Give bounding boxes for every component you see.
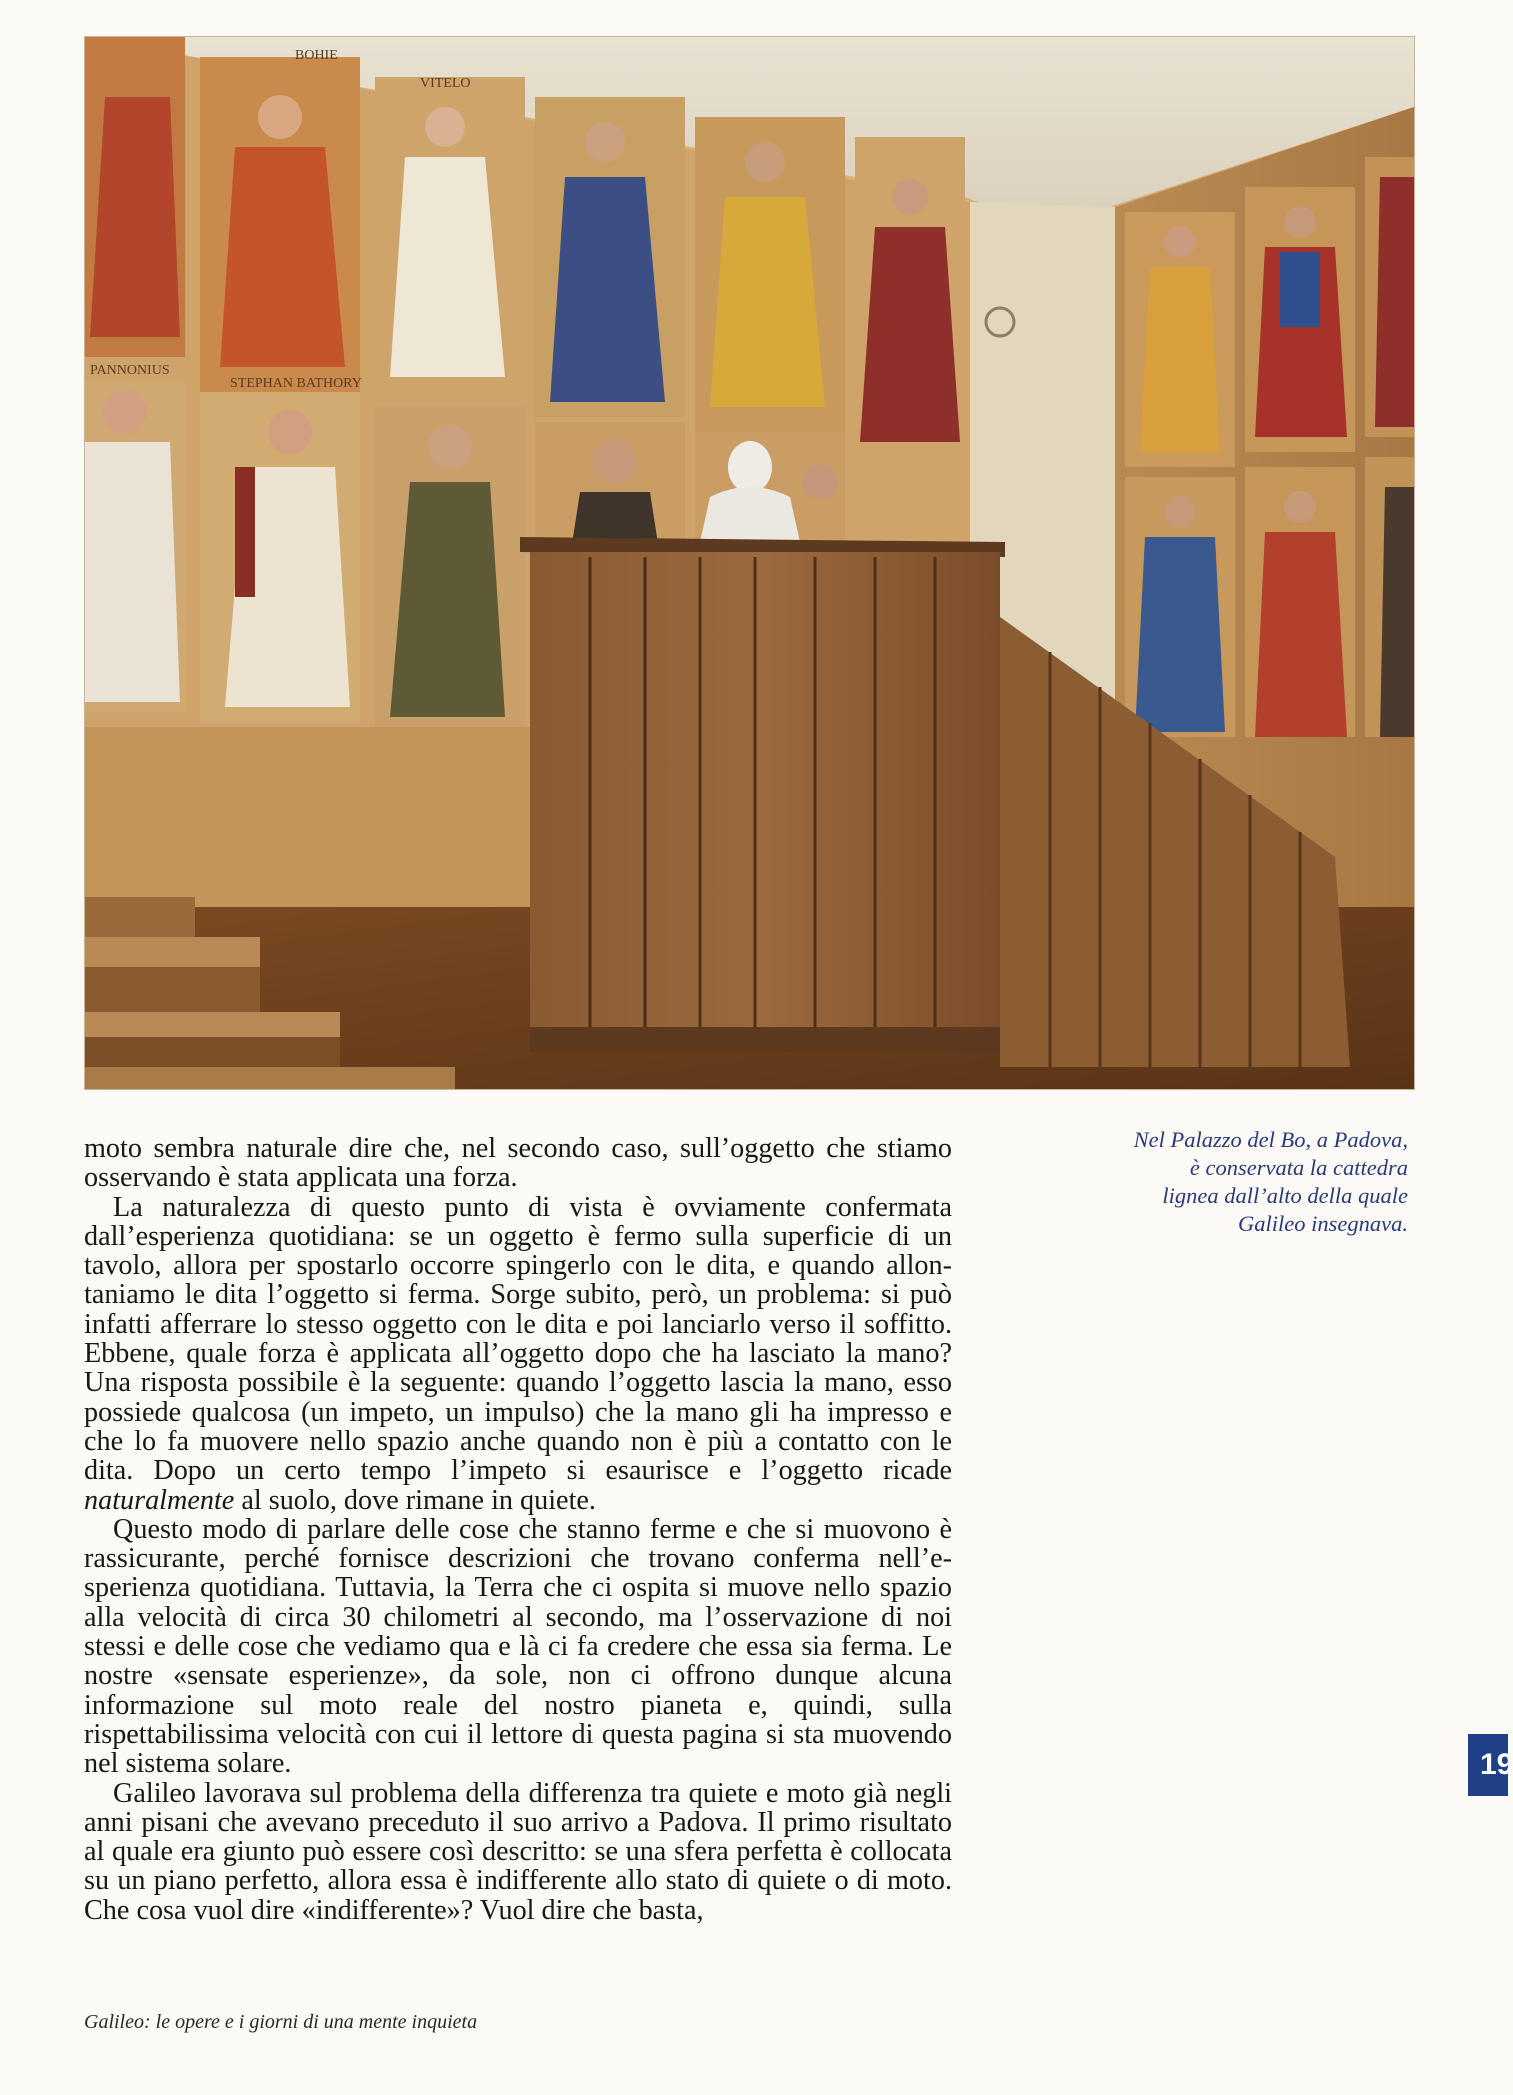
paragraph: Questo modo di parlare delle cose che stanno ferme e che si muovono è rassicurante, perché fornisce descrizioni che trovano conferma nell’esperienza quotidiana. Tuttavia, la Terra che ci ospita si muove nello spazio alla velocità di circa 30 chilometri al secondo, ma l’osservazione di noi stessi e delle cose che vediamo qua e là ci fa credere che essa sia ferma. Le nostre «sensate esperienze», da sole, non ci offrono dunque alcuna informazione sul moto reale del nostro pianeta e, quindi, sulla rispettabilissima velocità con cui il lettore di questa pagina si sta muovendo nel sistema solare. (84, 1513, 952, 1780)
paragraph-text: La naturalezza di questo punto di vista è ovviamente confermata dall’esperienza quotidiana: se un oggetto è fermo sulla superficie di un tavolo, allora per spostarlo occorre spingerlo con le dita, e quando allontaniamo le dita l’oggetto si ferma. Sorge subito, però, un problema: si può infatti afferrare lo stesso oggetto con le dita e poi lanciarlo verso il soffitto. Ebbene, quale forza è applicata all’oggetto dopo che ha lasciato la mano? Una risposta possibile è la seguente: quando l’oggetto lascia la mano, esso possiede qualcosa (un impeto, un impulso) che la mano gli ha impresso e che lo fa muovere nello spazio anche quando non è più a contatto con le dita. Dopo un certo tempo l’impeto si esaurisce e l’oggetto ricade (84, 1191, 952, 1487)
fresco-label: PANNONIUS (90, 363, 170, 378)
photo-caption (1070, 1126, 1408, 1238)
page-number-tab: 19 (1468, 1734, 1508, 1796)
caption-line: Galileo insegnava. (1238, 1211, 1408, 1236)
caption-line: lignea dall’alto della quale (1162, 1183, 1408, 1208)
fresco-label: STEPHAN BATHORY (230, 376, 362, 391)
body-text (84, 1134, 952, 1925)
emphasis: naturalmente (84, 1484, 235, 1516)
running-footer: Galileo: le opere e i giorni di una mente inquieta (84, 2011, 478, 2033)
fresco-label: VITELO (420, 76, 471, 91)
caption-line: è conservata la cattedra (1189, 1155, 1408, 1180)
caption-line: Nel Palazzo del Bo, a Padova, (1133, 1127, 1408, 1152)
paragraph: Galileo lavorava sul problema della differenza tra quiete e moto già negli anni pisani che avevano preceduto il suo arrivo a Padova. Il primo risultato al quale era giunto può essere così descritto: se una sfera perfetta è collocata su un piano perfetto, allora essa è indifferente allo stato di quiete o di moto. Che cosa vuol dire «indifferente»? Vuol dire che basta, (84, 1777, 952, 1926)
paragraph-text: al suolo, dove rimane in quiete. (241, 1484, 596, 1516)
lecture-hall-photo (84, 36, 1415, 1090)
fresco-label: BOHIE (295, 48, 338, 63)
paragraph (84, 1193, 952, 1515)
paragraph: moto sembra naturale dire che, nel secondo caso, sull’oggetto che stiamo osservando è stata applicata una forza. (84, 1133, 952, 1194)
